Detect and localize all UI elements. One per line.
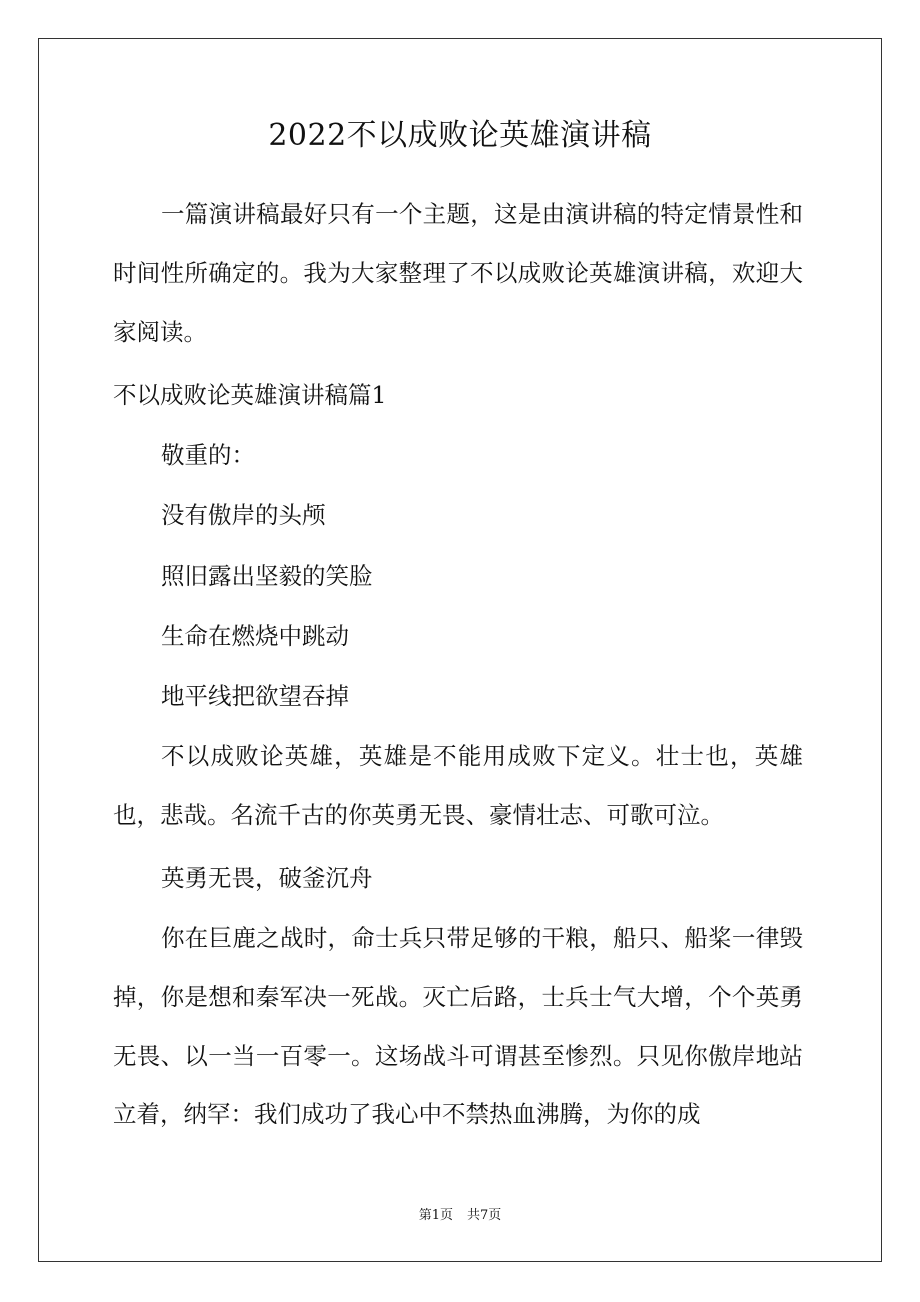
page-total: 共7页: [467, 1208, 502, 1223]
subheading: 英勇无畏，破釜沉舟: [161, 864, 373, 892]
poem-line: 照旧露出坚毅的笑脸: [161, 562, 373, 590]
intro-paragraph: 一篇演讲稿最好只有一个主题，这是由演讲稿的特定情景性和时间性所确定的。我为大家整理了不以成败论英雄演讲稿，欢迎大家阅读。: [113, 200, 803, 346]
poem-line: 地平线把欲望吞掉: [161, 682, 349, 710]
section-heading: 不以成败论英雄演讲稿篇1: [113, 381, 387, 409]
poem-line: 没有傲岸的头颅: [161, 501, 326, 529]
document-title: 2022不以成败论英雄演讲稿: [268, 118, 652, 153]
page-number: 第1页: [418, 1208, 453, 1223]
body-paragraph: 你在巨鹿之战时，命士兵只带足够的干粮，船只、船桨一律毁掉，你是想和秦军决一死战。灭亡后路，士兵士气大增，个个英勇无畏、以一当一百零一。这场战斗可谓甚至惨烈。只见你傲岸地站立着，纳罕：我们成功了我心中不禁热血沸腾，为你的成: [113, 924, 803, 1129]
poem-line: 生命在燃烧中跳动: [161, 622, 349, 650]
salutation: 敬重的：: [161, 441, 255, 469]
page-footer: [0, 1206, 920, 1226]
body-paragraph: 不以成败论英雄，英雄是不能用成败下定义。壮士也，英雄也，悲哉。名流千古的你英勇无畏、豪情壮志、可歌可泣。: [113, 742, 803, 829]
